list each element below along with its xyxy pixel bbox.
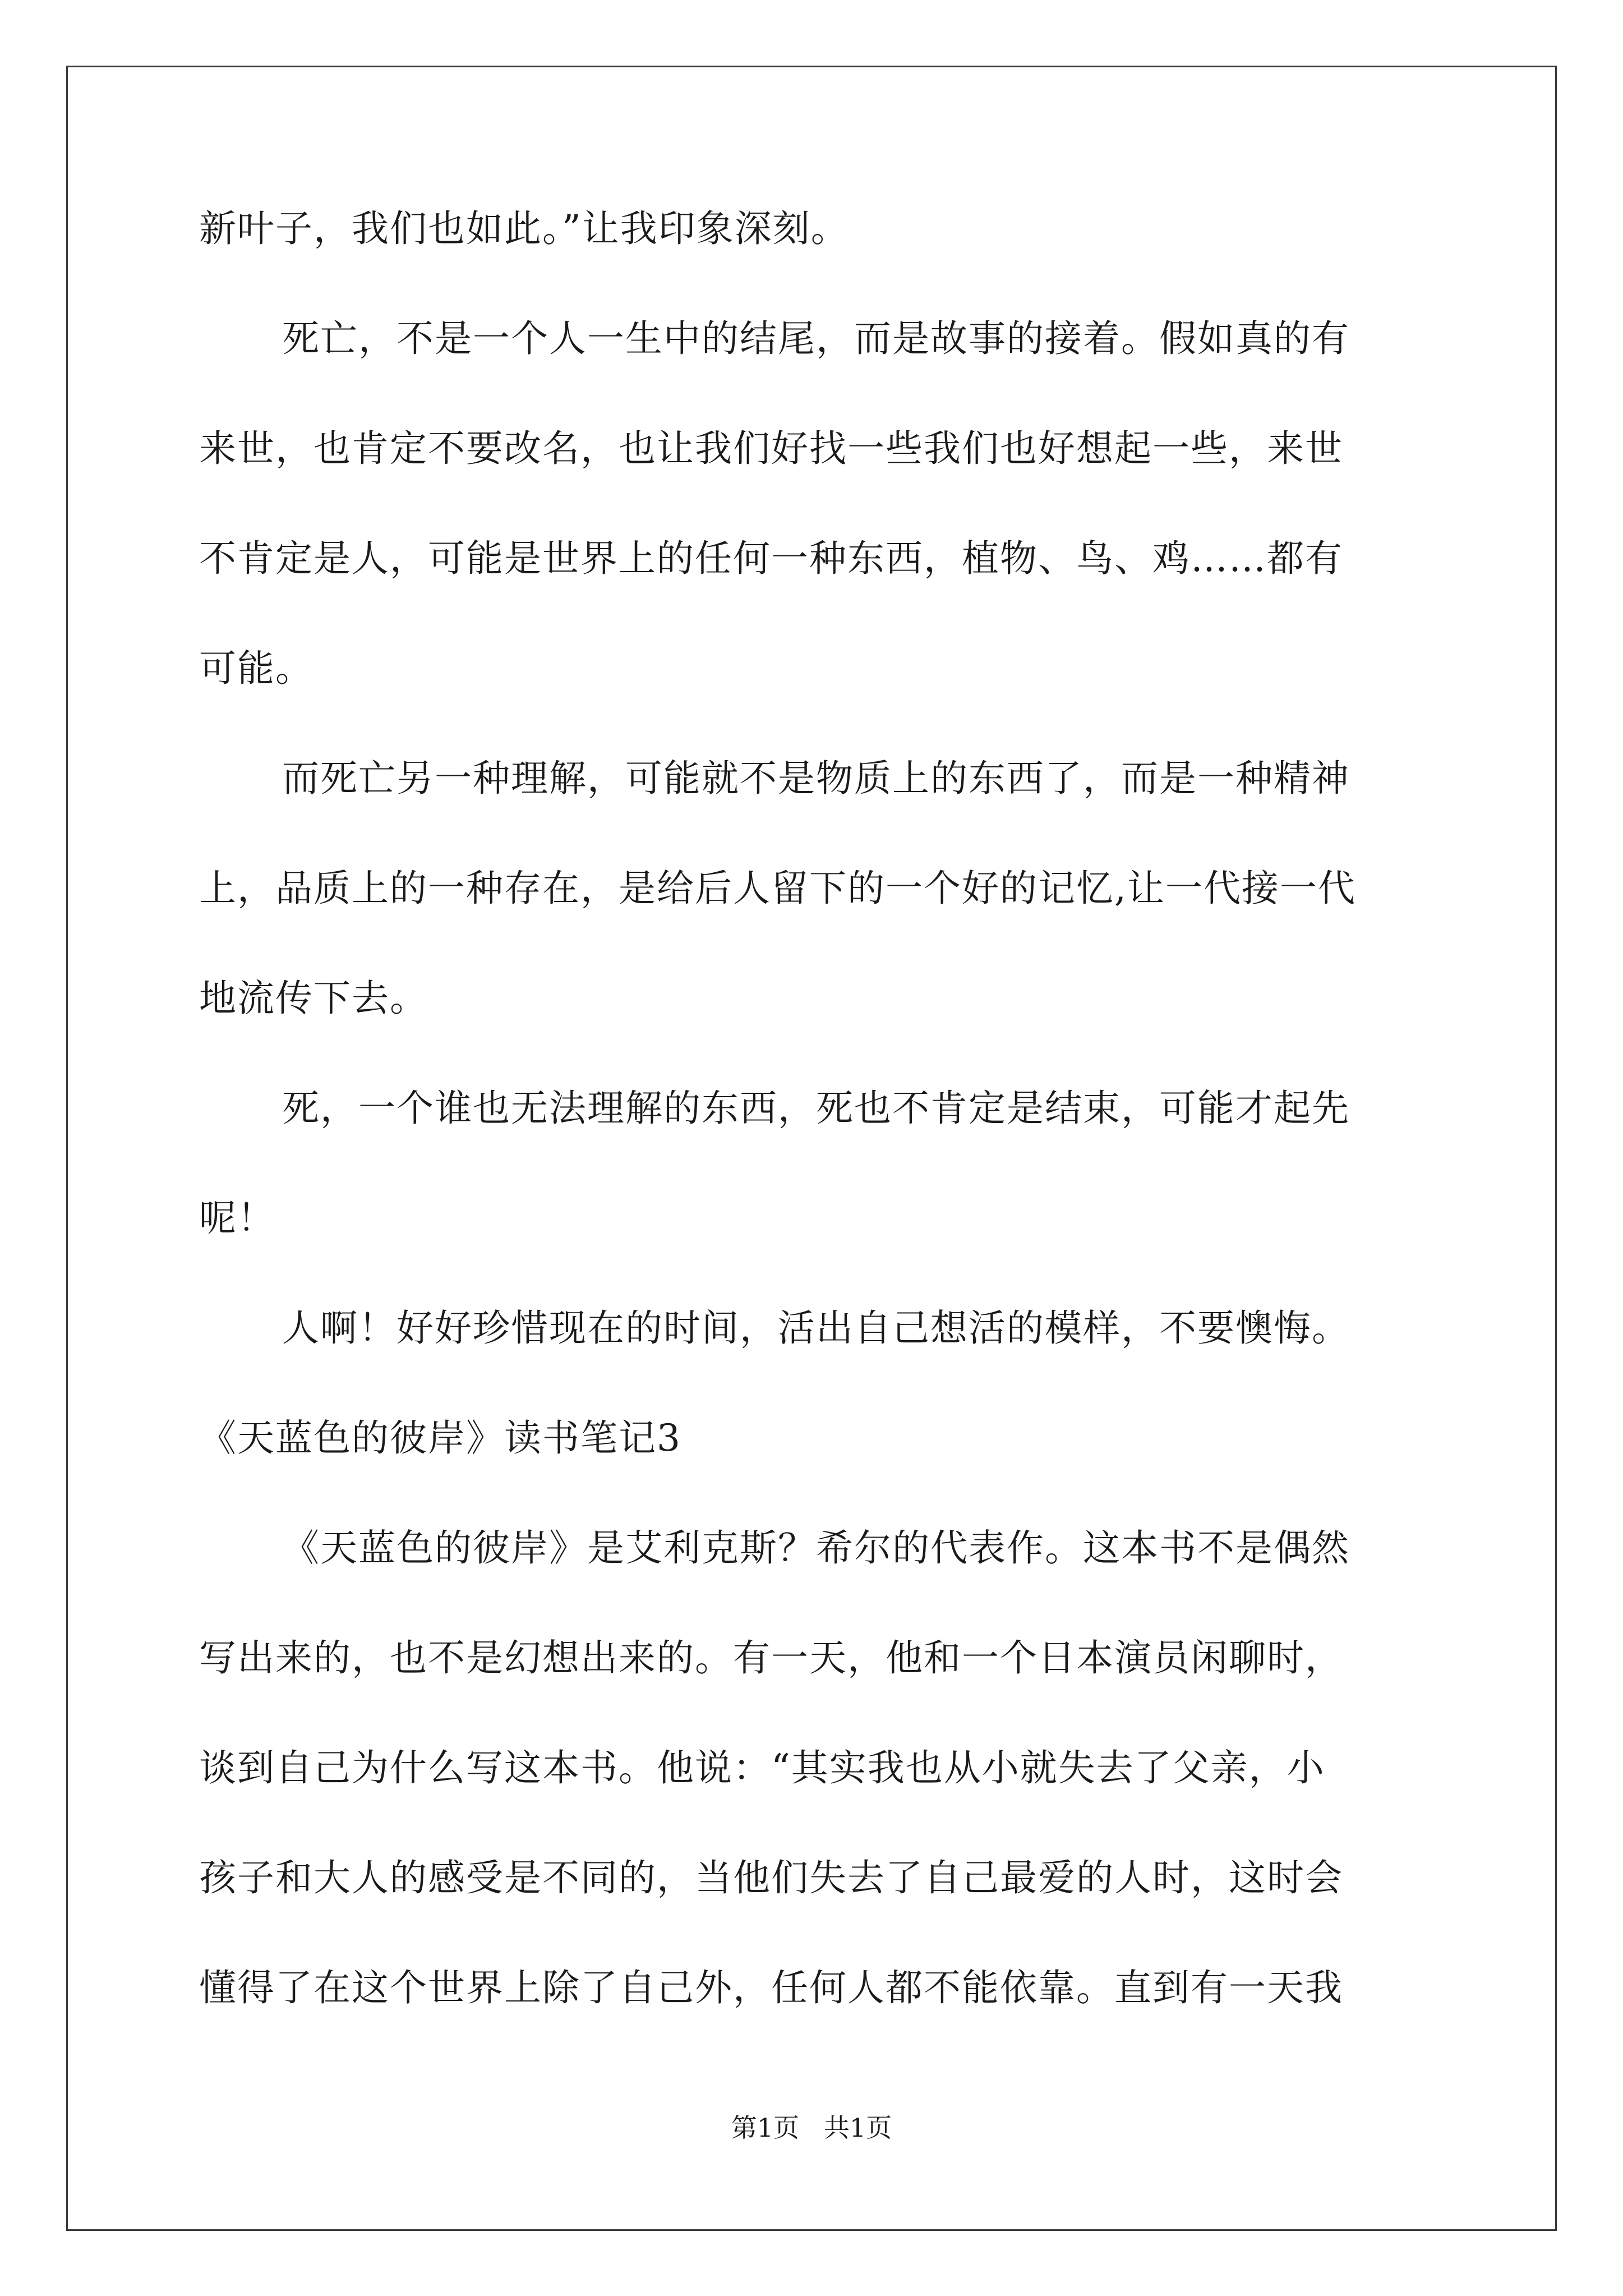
text-line: 不肯定是人，可能是世界上的任何一种东西，植物、鸟、鸡……都有 (199, 537, 1343, 580)
text-line: 人啊！好好珍惜现在的时间，活出自己想活的模样，不要懊悔。 (282, 1306, 1350, 1350)
text-line: 孩子和大人的感受是不同的，当他们失去了自己最爱的人时，这时会 (199, 1856, 1343, 1899)
text-line: 写出来的，也不是幻想出来的。有一天，他和一个日本演员闲聊时， (199, 1636, 1343, 1680)
text-line: 地流传下去。 (199, 977, 428, 1020)
text-line: 而死亡另一种理解，可能就不是物质上的东西了，而是一种精神 (282, 757, 1350, 800)
text-line: 上，品质上的一种存在，是给后人留下的一个好的记忆,让一代接一代 (199, 867, 1356, 910)
text-line: 可能。 (199, 647, 313, 690)
text-line: 呢！ (199, 1197, 275, 1240)
text-line: 谈到自己为什么写这本书。他说：“其实我也从小就失去了父亲，小 (199, 1746, 1325, 1789)
text-line: 死，一个谁也无法理解的东西，死也不肯定是结束，可能才起先 (282, 1087, 1350, 1130)
text-line: 懂得了在这个世界上除了自己外，任何人都不能依靠。直到有一天我 (199, 1966, 1343, 2009)
text-line: 来世，也肯定不要改名，也让我们好找一些我们也好想起一些，来世 (199, 427, 1343, 470)
section-heading: 《天蓝色的彼岸》读书笔记3 (199, 1416, 681, 1460)
document-body (199, 207, 1433, 2079)
text-line: 死亡，不是一个人一生中的结尾，而是故事的接着。假如真的有 (282, 317, 1350, 360)
text-line: 《天蓝色的彼岸》是艾利克斯？希尔的代表作。这本书不是偶然 (282, 1526, 1350, 1570)
text-line: 新叶子，我们也如此。”让我印象深刻。 (199, 207, 849, 250)
page-footer: 第1页 共1页 (731, 2113, 892, 2143)
